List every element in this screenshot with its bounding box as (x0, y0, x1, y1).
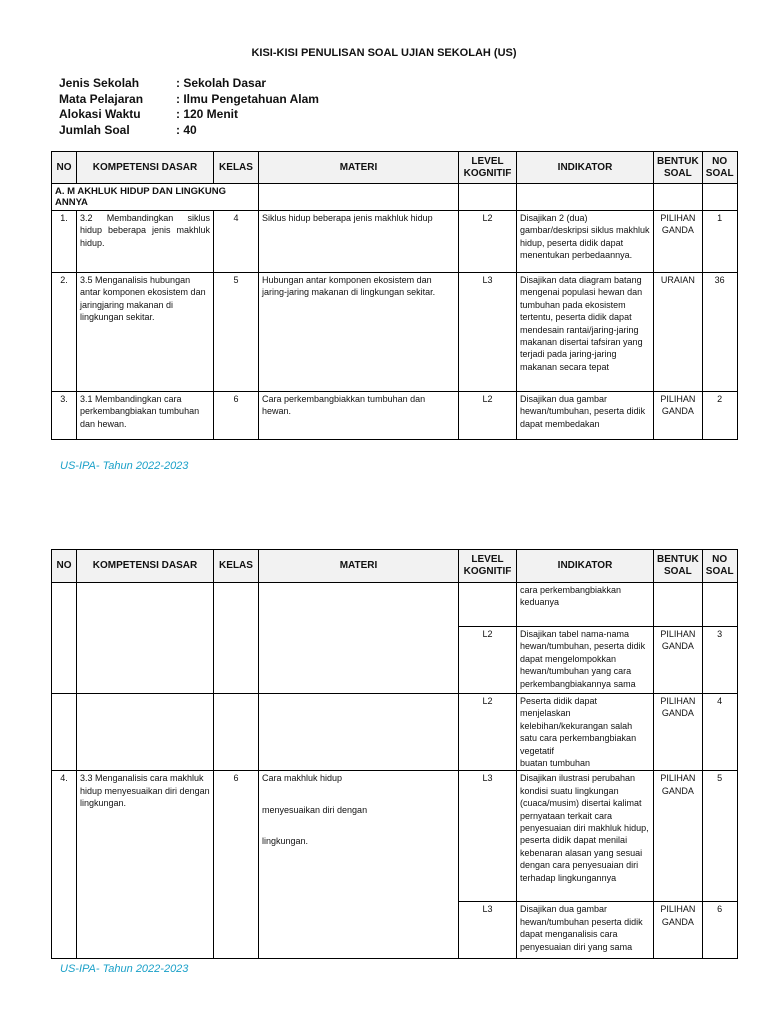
cell-question-type: PILIHAN GANDA (654, 902, 703, 959)
cell-class: 4 (214, 211, 259, 273)
cell-material: Hubungan antar komponen ekosistem dan jaring-jaring makanan di lingkungan sekitar. (259, 273, 459, 392)
cell-question-no: 1 (702, 211, 737, 273)
header-competency: KOMPETENSI DASAR (77, 152, 214, 184)
kisi-table-page-1 (51, 151, 738, 440)
cell-indicator: cara perkembangbiakkan keduanya (517, 583, 654, 627)
meta-key: Mata Pelajaran (59, 91, 144, 106)
cell-question-type: PILIHAN GANDA (654, 627, 703, 694)
cell-competency: 3.5 Menganalisis hubungan antar komponen ekosistem dan jaringjaring makanan di lingkungan sekitar. (77, 273, 214, 392)
header-material: MATERI (259, 152, 459, 184)
cell-question-no: 5 (702, 771, 737, 902)
cell-indicator: Disajikan ilustrasi perubahan kondisi suatu lingkungan (cuaca/musim) disertai kalimat pernyataan terkait cara penyesuaian diri makhluk hidup, peserta didik dapat menilai kebenaran alasan yang sesuai dengan cara penyesuaian diri terhadap lingkungannya (517, 771, 654, 902)
header-no: NO (52, 550, 77, 583)
meta-key: Jenis Sekolah (59, 76, 140, 90)
cell-competency: 3.1 Membandingkan cara perkembangbiakan tumbuhan dan hewan. (77, 392, 214, 440)
header-question-no: NO SOAL (702, 152, 737, 184)
meta-row-subject (59, 92, 319, 108)
cell-question-no: 36 (702, 273, 737, 392)
meta-row-time (59, 107, 319, 123)
cell-no: 2. (52, 273, 77, 392)
cell-class: 6 (214, 771, 259, 959)
cell-question-type: PILIHAN GANDA (654, 392, 703, 440)
header-no: NO (52, 152, 77, 184)
cell-competency: 3.2 Membandingkan siklus hidup beberapa jenis makhluk hidup. (77, 211, 214, 273)
cell-material: Cara makhluk hidup menyesuaikan diri dengan lingkungan. (259, 771, 459, 959)
cell-material: Cara perkembangbiakkan tumbuhan dan hewan. (259, 392, 459, 440)
table-row (52, 583, 738, 627)
cell-indicator: Disajikan data diagram batang mengenai populasi hewan dan tumbuhan pada ekosistem tertentu, peserta didik dapat mendesain rantai/jaring-jaring makanan disertai tafsiran yang terjadi pada jaring-jaring makanan secara tepat (517, 273, 654, 392)
school-info (59, 76, 319, 138)
header-class: KELAS (214, 550, 259, 583)
table-row (52, 771, 738, 902)
header-indicator: INDIKATOR (517, 550, 654, 583)
cell-level: L2 (459, 211, 517, 273)
cell-question-type: URAIAN (654, 273, 703, 392)
cell-question-no: 3 (702, 627, 737, 694)
cell-indicator: Disajikan dua gambar hewan/tumbuhan peserta didik dapat menganalisis cara penyesuaian diri yang sama (517, 902, 654, 959)
table-header (52, 550, 738, 583)
cell-level: L3 (459, 273, 517, 392)
header-competency: KOMPETENSI DASAR (77, 550, 214, 583)
cell-material: Siklus hidup beberapa jenis makhluk hidup (259, 211, 459, 273)
meta-key: Jumlah Soal (59, 122, 130, 137)
meta-row-question-count (59, 123, 319, 139)
cell-level: L2 (459, 694, 517, 771)
cell-no: 1. (52, 211, 77, 273)
header-indicator: INDIKATOR (517, 152, 654, 184)
header-cognitive-level: LEVEL KOGNITIF (459, 550, 517, 583)
cell-indicator: Disajikan dua gambar hewan/tumbuhan, peserta didik dapat membedakan (517, 392, 654, 440)
cell-question-type: PILIHAN GANDA (654, 771, 703, 902)
table-row (52, 273, 738, 392)
page-footer: US-IPA- Tahun 2022-2023 (60, 963, 189, 975)
header-cognitive-level: LEVEL KOGNITIF (459, 152, 517, 184)
cell-level: L3 (459, 771, 517, 902)
page-footer: US-IPA- Tahun 2022-2023 (60, 460, 189, 472)
meta-row-school-type (59, 76, 319, 92)
meta-value: : 120 Menit (176, 107, 239, 121)
table-row (52, 211, 738, 273)
header-question-no: NO SOAL (702, 550, 737, 583)
kisi-table-page-2 (51, 549, 738, 959)
meta-key: Alokasi Waktu (59, 107, 141, 121)
cell-question-type: PILIHAN GANDA (654, 694, 703, 771)
cell-level: L2 (459, 627, 517, 694)
table-row (52, 694, 738, 771)
meta-value: : Sekolah Dasar (176, 76, 267, 90)
header-material: MATERI (259, 550, 459, 583)
cell-competency: 3.3 Menganalisis cara makhluk hidup menyesuaikan diri dengan lingkungan. (77, 771, 214, 959)
cell-no: 4. (52, 771, 77, 959)
cell-question-no: 6 (702, 902, 737, 959)
header-question-type: BENTUK SOAL (654, 550, 703, 583)
header-question-type: BENTUK SOAL (654, 152, 703, 184)
header-class: KELAS (214, 152, 259, 184)
cell-question-no: 2 (702, 392, 737, 440)
cell-no: 3. (52, 392, 77, 440)
cell-level: L2 (459, 392, 517, 440)
cell-question-type: PILIHAN GANDA (654, 211, 703, 273)
cell-indicator: Disajikan 2 (dua) gambar/deskripsi siklus makhluk hidup, peserta didik dapat menentukan perbedaannya. (517, 211, 654, 273)
table-row (52, 392, 738, 440)
meta-value: : Ilmu Pengetahuan Alam (176, 91, 319, 106)
cell-indicator: Peserta didik dapat menjelaskan kelebihan/kekurangan salah satu cara perkembangbiakan vegetatif buatan tumbuhan (517, 694, 654, 771)
meta-value: : 40 (176, 122, 197, 137)
table-header (52, 152, 738, 184)
section-title: A. M AKHLUK HIDUP DAN LINGKUNG ANNYA (52, 184, 259, 211)
cell-level: L3 (459, 902, 517, 959)
cell-question-no: 4 (702, 694, 737, 771)
section-row (52, 184, 738, 211)
document-title: KISI-KISI PENULISAN SOAL UJIAN SEKOLAH (US) (251, 47, 517, 59)
cell-class: 6 (214, 392, 259, 440)
cell-indicator: Disajikan tabel nama-nama hewan/tumbuhan, peserta didik dapat mengelompokkan hewan/tumbuhan yang cara perkembangbiakannya sama (517, 627, 654, 694)
cell-class: 5 (214, 273, 259, 392)
